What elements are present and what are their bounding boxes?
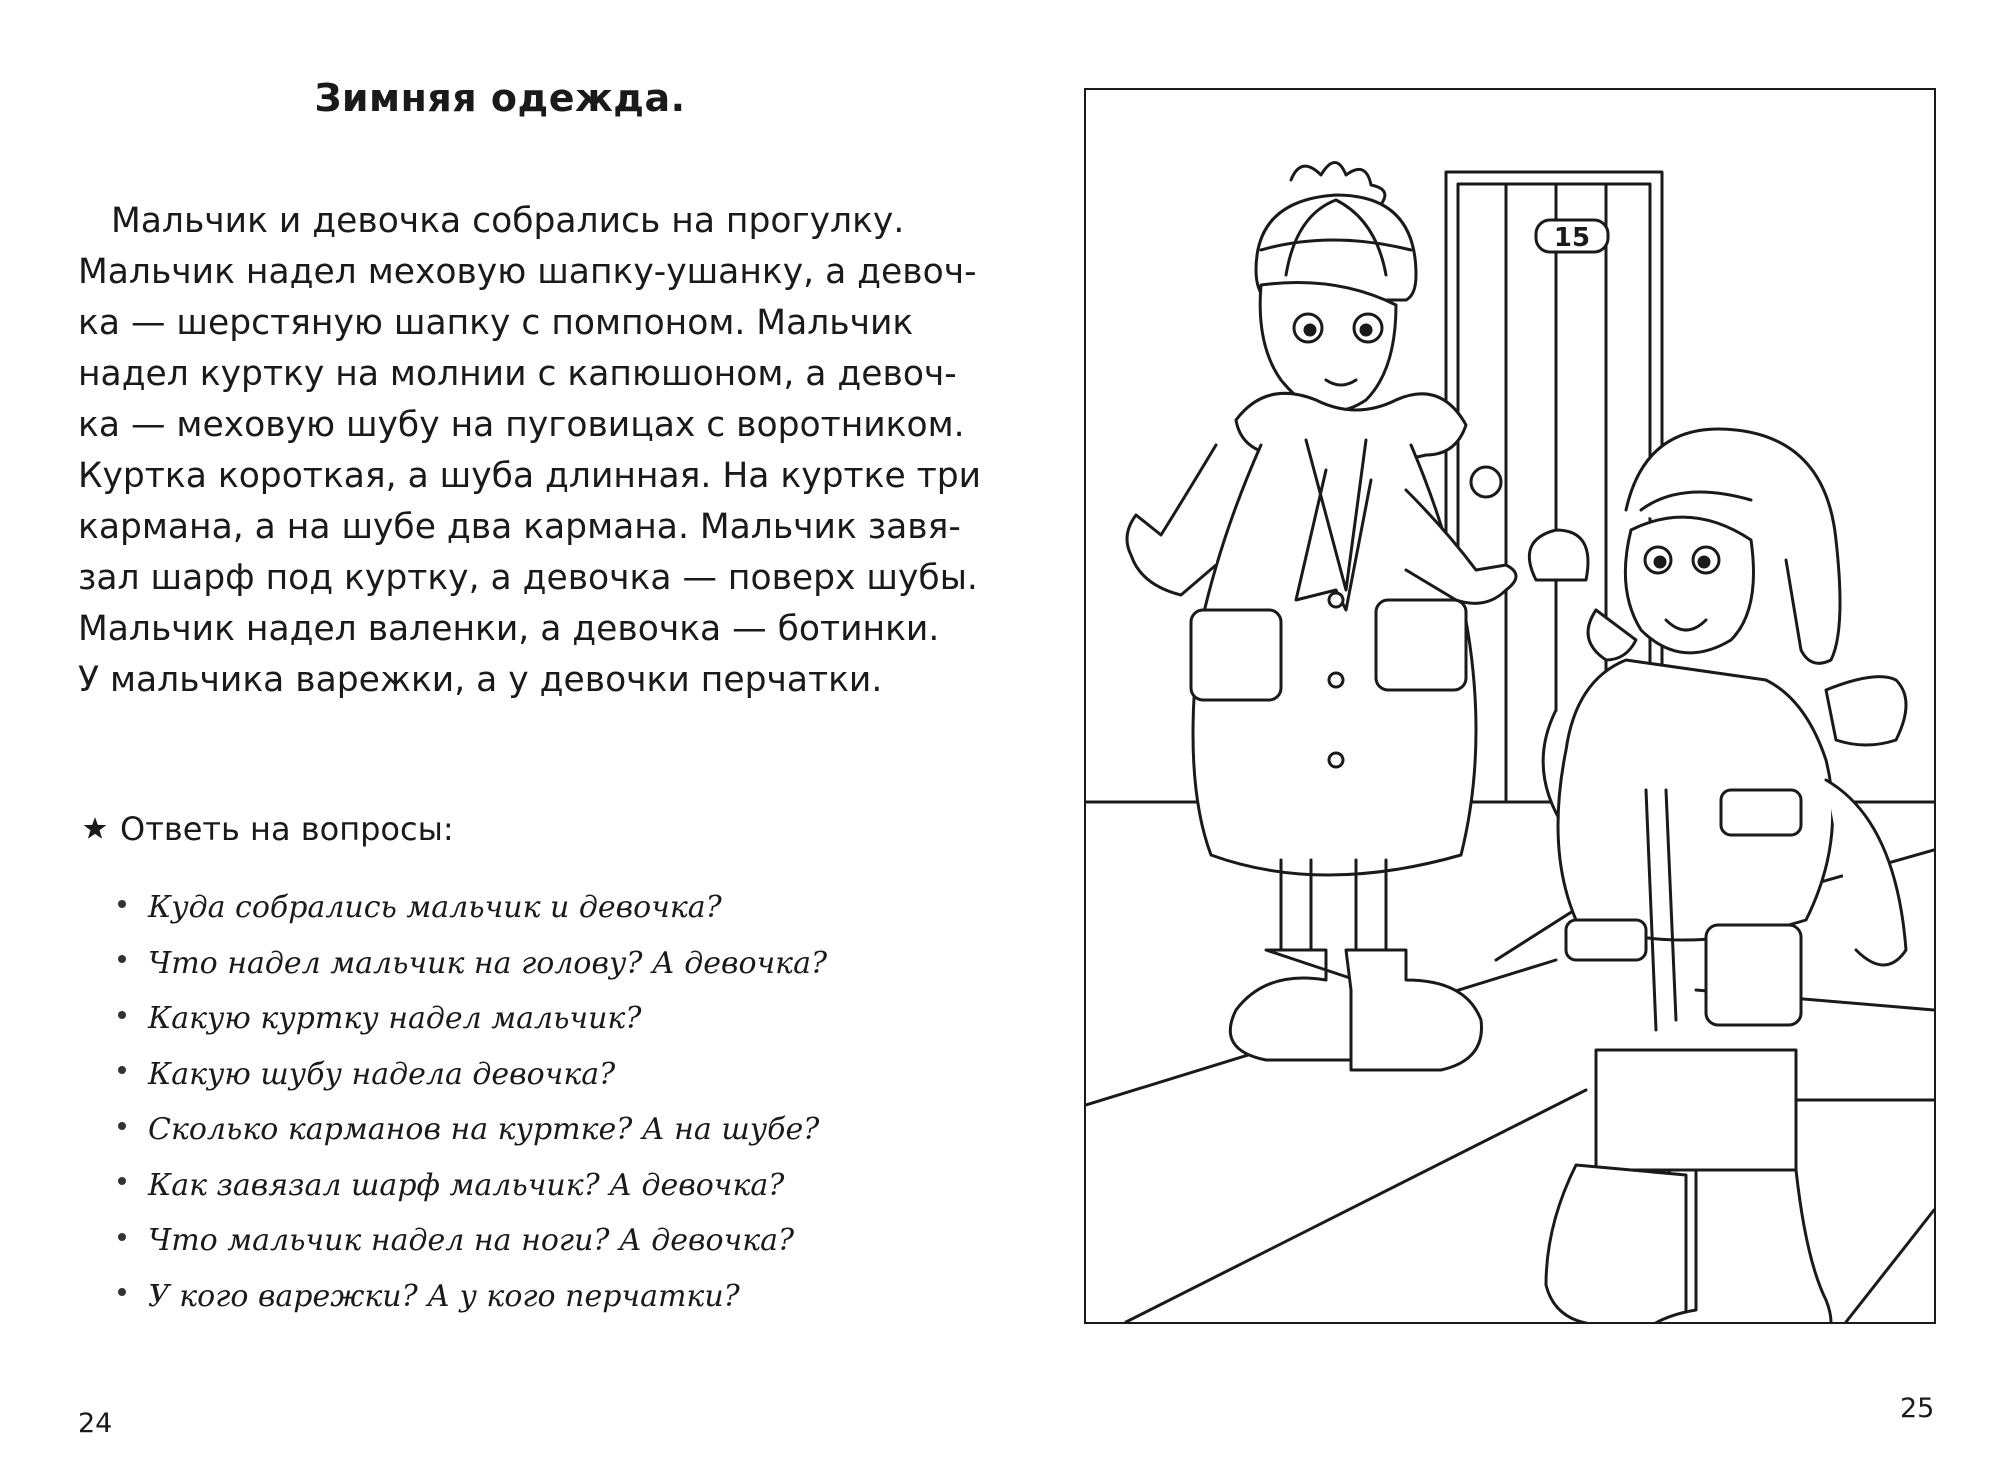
list-item <box>118 936 827 992</box>
story-line: зал шарф под куртку, а девочка — поверх шубы. <box>78 558 978 598</box>
list-item <box>118 1102 827 1158</box>
coloring-illustration <box>1084 88 1936 1324</box>
bullet-icon <box>118 1011 126 1019</box>
list-item <box>118 1047 827 1103</box>
bullet-icon <box>118 955 126 963</box>
story-line: Мальчик надел меховую шапку-ушанку, а девоч- <box>78 252 977 292</box>
question-text: Какую шубу надела девочка? <box>148 1056 616 1092</box>
door-number: 15 <box>1553 223 1591 253</box>
list-item <box>118 880 827 936</box>
questions-heading-text: Ответь на вопросы: <box>120 810 454 848</box>
boy-figure <box>1529 429 1906 1322</box>
question-text: Куда собрались мальчик и девочка? <box>148 890 722 926</box>
story-text <box>78 196 982 706</box>
story-line: ка — шерстяную шапку с помпоном. Мальчик <box>78 303 914 343</box>
story-line: Мальчик надел валенки, а девочка — ботинки. <box>78 609 940 649</box>
page-title: Зимняя одежда. <box>314 76 686 120</box>
bullet-icon <box>118 1122 126 1130</box>
questions-heading <box>82 810 454 848</box>
story-line: надел куртку на молнии с капюшоном, а девоч- <box>78 354 957 394</box>
bullet-icon <box>118 900 126 908</box>
list-item <box>118 1213 827 1269</box>
right-page <box>1000 0 2000 1458</box>
list-item <box>118 991 827 1047</box>
story-line: У мальчика варежки, а у девочки перчатки. <box>78 660 883 700</box>
bullet-icon <box>118 1233 126 1241</box>
question-text: Как завязал шарф мальчик? А девочка? <box>148 1167 785 1203</box>
question-text: У кого варежки? А у кого перчатки? <box>148 1278 740 1314</box>
page-number-right: 25 <box>1900 1393 1935 1424</box>
story-line: Куртка короткая, а шуба длинная. На куртке три <box>78 456 982 496</box>
list-item <box>118 1269 827 1325</box>
winter-clothes-drawing <box>1086 90 1934 1322</box>
star-icon <box>82 816 108 842</box>
question-list <box>118 880 827 1324</box>
question-text: Что мальчик надел на ноги? А девочка? <box>148 1223 795 1259</box>
story-line: Мальчик и девочка собрались на прогулку. <box>111 201 905 241</box>
bullet-icon <box>118 1066 126 1074</box>
list-item <box>118 1158 827 1214</box>
question-text: Какую куртку надел мальчик? <box>148 1001 642 1037</box>
question-text: Сколько карманов на куртке? А на шубе? <box>148 1112 820 1148</box>
question-text: Что надел мальчик на голову? А девочка? <box>148 945 828 981</box>
story-line: кармана, а на шубе два кармана. Мальчик завя- <box>78 507 961 547</box>
bullet-icon <box>118 1177 126 1185</box>
story-line: ка — меховую шубу на пуговицах с воротником. <box>78 405 965 445</box>
page-number-left: 24 <box>78 1408 113 1439</box>
bullet-icon <box>118 1288 126 1296</box>
